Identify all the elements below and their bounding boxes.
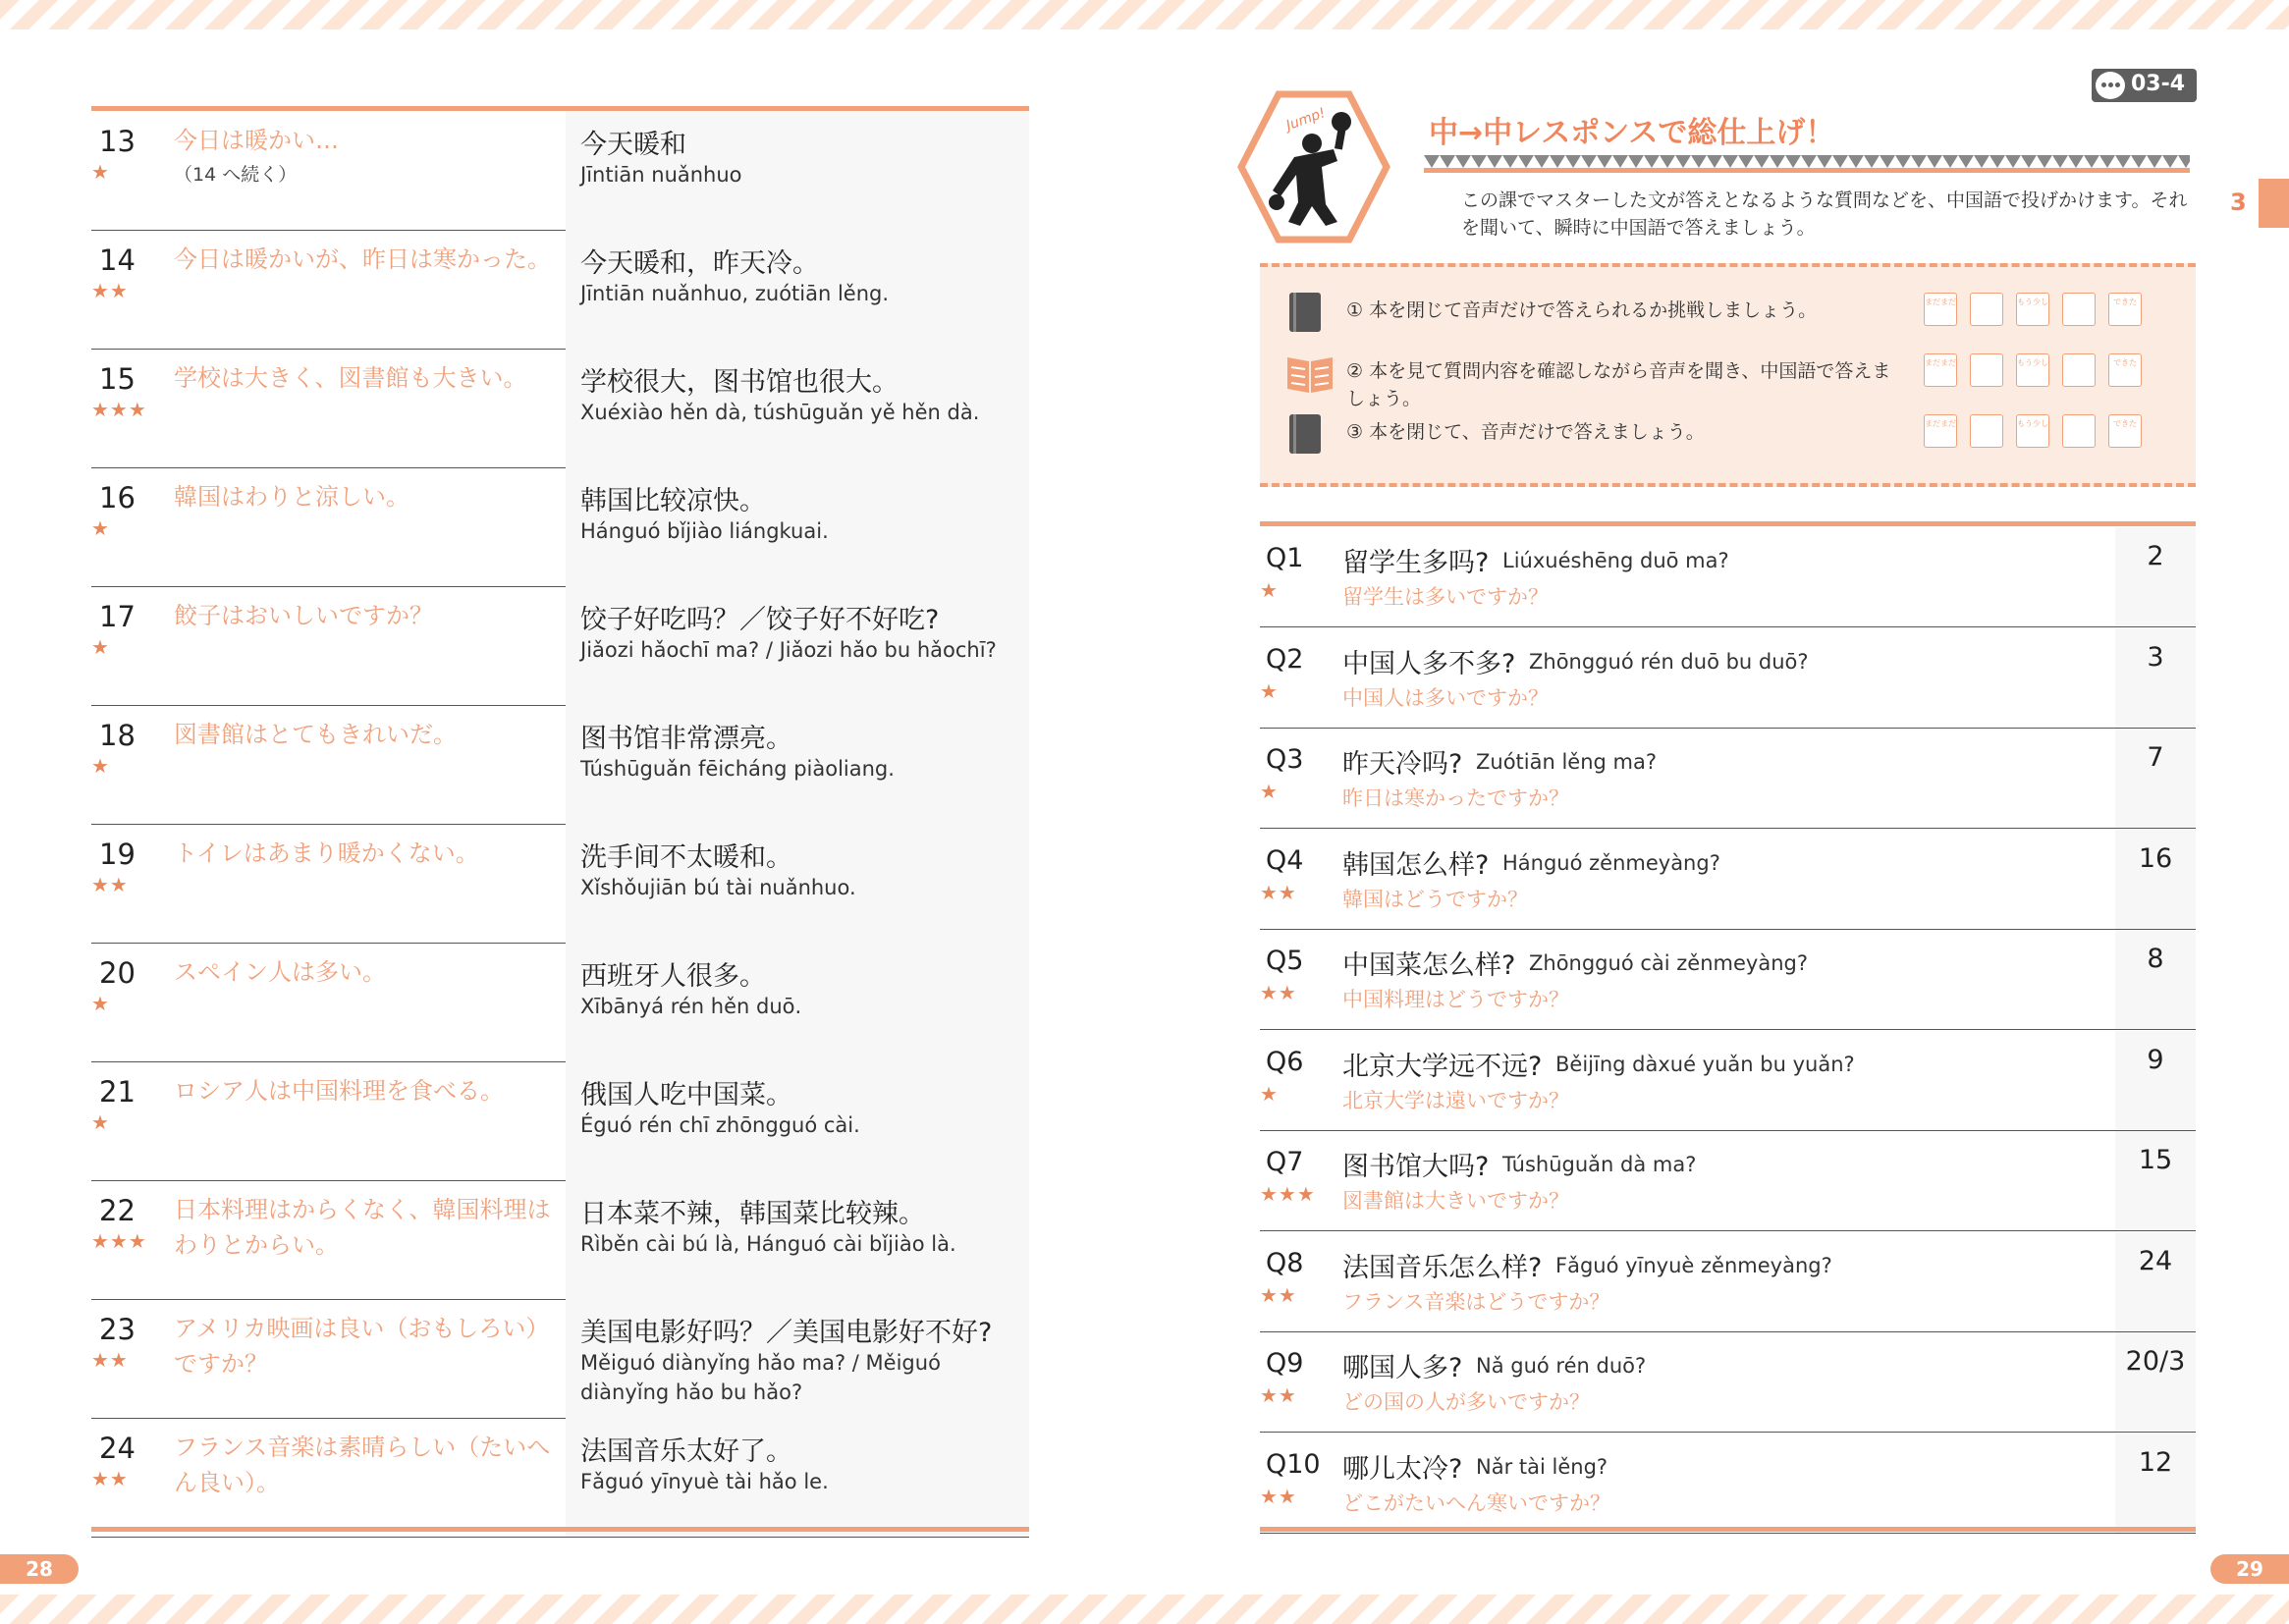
difficulty-stars: ★★ [91,1348,129,1372]
question-japanese: 留学生は多いですか？ [1342,585,1549,609]
question-japanese: 韓国はどうですか？ [1342,887,1528,911]
progress-checkbox[interactable] [2108,293,2142,326]
question-row [1260,527,2196,627]
difficulty-stars: ★ [91,1110,110,1134]
answer-reference: 20/3 [2125,1346,2186,1377]
left-bottom-rule [91,1527,1029,1532]
question-japanese: 中国料理はどうですか？ [1342,988,1569,1011]
phrase-number: 16 [99,481,136,514]
page-number-left: 28 [0,1554,79,1584]
progress-checkbox[interactable] [2108,414,2142,448]
difficulty-stars: ★★ [1260,1282,1297,1307]
chinese-phrase: 今天暖和 [580,130,686,160]
question-id: Q8 [1266,1247,1304,1278]
speech-bubble-icon [2096,72,2125,99]
answer-reference: 12 [2138,1446,2173,1478]
intro-text: この課でマスターした文が答えとなるような質問などを、中国語で投げかけます。それを聞いて、瞬時に中国語で答えましょう。 [1461,189,2188,239]
phrase-number: 22 [99,1194,136,1227]
progress-checkbox[interactable] [1970,293,2003,326]
progress-checkbox[interactable] [1970,414,2003,448]
answer-reference: 16 [2138,842,2173,874]
page-number-right: 29 [2210,1554,2289,1584]
pinyin: Jīntiān nuǎnhuo, zuótiān lěng. [580,282,890,305]
phrase-row [91,349,1029,468]
pinyin: Xǐshǒujiān bú tài nuǎnhuo. [580,876,856,899]
difficulty-stars: ★★ [1260,981,1297,1004]
checkbox-label: まだまだ [1925,419,1956,428]
question-row [1260,1131,2196,1231]
pinyin: Měiguó diànyǐng hǎo ma? / Měiguó diànyǐng hǎo bu hǎo? [580,1351,941,1404]
phrase-row [91,705,1029,825]
question-chinese: 昨天冷吗? [1342,749,1463,780]
question-row [1260,830,2196,930]
phrase-row [91,586,1029,706]
phrase-number: 13 [99,125,136,158]
difficulty-stars: ★ [1260,1081,1279,1106]
question-row [1260,930,2196,1030]
difficulty-stars: ★ [1260,678,1279,703]
question-row [1260,1232,2196,1332]
japanese-phrase: トイレはあまり暖かくない。 [174,839,479,867]
pinyin: Xībānyá rén hěn duō. [580,995,802,1018]
phrase-number: 23 [99,1313,136,1346]
question-pinyin: Zhōngguó rén duō bu duō? [1529,649,1809,674]
dash-bottom [1260,483,2196,487]
audio-track-badge[interactable] [2092,69,2197,102]
japanese-phrase: 今日は暖かい… [174,127,339,154]
phrase-number: 14 [99,244,136,277]
question-chinese: 图书馆大吗? [1342,1152,1490,1182]
phrase-number: 18 [99,719,136,752]
chinese-phrase: 美国电影好吗？／美国电影好不好? [580,1318,993,1348]
question-row [1260,1434,2196,1534]
phrase-row [91,1418,1029,1538]
practice-step [1260,412,2196,461]
checkbox-label: もう少し [2017,419,2048,428]
question-id: Q7 [1266,1147,1304,1177]
japanese-phrase: 餃子はおいしいですか？ [174,602,433,629]
progress-checkbox[interactable] [2062,353,2096,387]
question-pinyin: Nǎ guó rén duō? [1476,1354,1647,1378]
chinese-phrase: 西班牙人很多。 [580,961,766,992]
japanese-note: （14 へ続く） [174,164,298,186]
question-japanese: 昨日は寒かったですか？ [1342,786,1569,810]
phrase-row [91,824,1029,944]
phrase-number: 24 [99,1432,136,1465]
progress-checkbox[interactable] [1970,353,2003,387]
question-row [1260,1332,2196,1433]
pinyin: Jiǎozi hǎochī ma? / Jiǎozi hǎo bu hǎochī? [580,638,997,662]
step-text: ① 本を閉じて音声だけで答えられるか挑戦しましょう。 [1346,299,1818,321]
checkbox-label: できた [2113,298,2137,306]
right-top-rule [1260,521,2196,526]
question-chinese: 哪儿太冷? [1342,1453,1463,1485]
question-id: Q2 [1266,643,1304,675]
closed-book-icon [1285,291,1325,338]
question-pinyin: Zuótiān lěng ma? [1476,750,1658,774]
checkbox-label: まだまだ [1925,358,1956,367]
difficulty-stars: ★★ [91,279,129,302]
difficulty-stars: ★ [91,992,110,1015]
checkbox-label: もう少し [2017,358,2048,367]
difficulty-stars: ★ [1260,578,1279,602]
difficulty-stars: ★ [91,754,110,778]
difficulty-stars: ★★ [1260,1484,1297,1508]
closed-book-icon [1285,412,1325,460]
top-stripe-border [0,0,2289,29]
japanese-phrase: 図書館はとてもきれいだ。 [174,721,457,748]
progress-checkbox[interactable] [1924,414,1957,448]
phrase-row [91,1299,1029,1419]
answer-reference: 3 [2147,641,2164,673]
difficulty-stars: ★ [91,160,110,184]
japanese-phrase: 今日は暖かいが、昨日は寒かった。 [174,245,551,273]
pinyin: Éguó rén chī zhōngguó cài. [580,1113,860,1137]
question-row [1260,628,2196,729]
difficulty-stars: ★ [1260,780,1279,803]
japanese-phrase: 日本料理はからくなく、韓国料理はわりとからい。 [174,1196,551,1259]
chapter-number: 3 [2230,189,2247,216]
difficulty-stars: ★★ [91,1467,129,1490]
progress-checkbox[interactable] [2062,293,2096,326]
question-pinyin: Hánguó zěnmeyàng? [1502,850,1720,875]
step-text: ③ 本を閉じて、音声だけで答えましょう。 [1346,421,1705,443]
progress-checkbox[interactable] [2108,353,2142,387]
jump-label: Jump! [1283,105,1328,135]
question-row [1260,729,2196,829]
question-pinyin: Běijīng dàxué yuǎn bu yuǎn? [1555,1052,1855,1076]
question-pinyin: Fǎguó yīnyuè zěnmeyàng? [1555,1253,1832,1277]
japanese-phrase: 学校は大きく、図書館も大きい。 [174,364,527,392]
answer-reference: 24 [2138,1245,2173,1276]
answer-reference: 2 [2147,541,2164,571]
question-chinese: 法国音乐怎么样? [1342,1252,1543,1283]
difficulty-stars: ★★★ [91,1229,147,1253]
bottom-stripe-border [0,1595,2289,1624]
japanese-phrase: ロシア人は中国料理を食べる。 [174,1077,504,1105]
phrase-number: 19 [99,838,136,871]
question-id: Q1 [1266,543,1304,573]
question-row [1260,1031,2196,1131]
section-title: 中→中レスポンスで総仕上げ！ [1429,116,1835,150]
open-book-icon [1285,352,1335,399]
progress-checkbox[interactable] [2016,293,2049,326]
pinyin: Fǎguó yīnyuè tài hǎo le. [580,1470,829,1493]
phrase-row [91,467,1029,587]
answer-reference: 15 [2138,1145,2173,1175]
dash-top [1260,263,2196,267]
phrase-row [91,111,1029,231]
practice-steps-box [1260,263,2196,487]
pinyin: Rìběn cài bú là, Hánguó cài bǐjiào là. [580,1232,956,1256]
chinese-phrase: 日本菜不辣，韩国菜比较辣。 [580,1199,925,1229]
difficulty-stars: ★★ [1260,1383,1297,1407]
question-id: Q5 [1266,946,1304,976]
zigzag-divider [1424,155,2190,173]
difficulty-stars: ★★★ [1260,1182,1316,1206]
question-id: Q4 [1266,844,1304,876]
chapter-tab [2259,179,2289,228]
checkbox-label: できた [2113,358,2137,367]
phrase-number: 21 [99,1075,136,1109]
question-pinyin: Túshūguǎn dà ma? [1502,1153,1697,1176]
chinese-phrase: 今天暖和，昨天冷。 [580,248,819,279]
checkbox-label: もう少し [2017,298,2048,306]
answer-reference: 9 [2147,1044,2164,1075]
chinese-phrase: 俄国人吃中国菜。 [580,1080,792,1110]
question-chinese: 中国人多不多? [1342,648,1516,679]
right-bottom-rule [1260,1527,2196,1532]
phrase-row [91,230,1029,350]
practice-step [1260,352,2196,409]
question-japanese: フランス音楽はどうですか？ [1342,1289,1610,1314]
question-chinese: 中国菜怎么样? [1342,950,1516,981]
track-code: 03-4 [2131,72,2186,96]
difficulty-stars: ★★★ [91,398,147,421]
pinyin: Jīntiān nuǎnhuo [580,163,742,187]
phrase-number: 15 [99,362,136,396]
difficulty-stars: ★★ [91,873,129,896]
japanese-phrase: 韓国はわりと涼しい。 [174,483,409,511]
japanese-phrase: アメリカ映画は良い（おもしろい）ですか？ [174,1315,550,1378]
question-id: Q9 [1266,1348,1304,1379]
jump-hexagon-icon [1235,88,1392,245]
checkbox-label: できた [2113,419,2137,428]
practice-step [1260,291,2196,340]
question-pinyin: Liúxuéshēng duō ma? [1502,549,1729,572]
japanese-phrase: フランス音楽は素晴らしい（たいへん良い）。 [174,1434,551,1496]
question-pinyin: Zhōngguó cài zěnmeyàng? [1529,951,1808,975]
phrase-row [91,1180,1029,1300]
question-chinese: 北京大学远不远? [1342,1051,1543,1082]
phrase-row [91,943,1029,1062]
checkbox-label: まだまだ [1925,298,1956,306]
progress-checkbox[interactable] [2062,414,2096,448]
progress-checkbox[interactable] [1924,293,1957,326]
answer-reference: 7 [2147,742,2164,773]
chinese-phrase: 法国音乐太好了。 [580,1436,792,1467]
question-japanese: 北京大学は遠いですか？ [1342,1088,1569,1112]
chinese-phrase: 学校很大，图书馆也很大。 [580,367,899,398]
question-id: Q6 [1266,1046,1304,1077]
question-chinese: 留学生多吗? [1342,548,1490,578]
difficulty-stars: ★★ [1260,880,1297,904]
question-japanese: 中国人は多いですか？ [1342,685,1549,710]
pinyin: Hánguó bǐjiào liángkuai. [580,519,829,543]
progress-checkbox[interactable] [2016,414,2049,448]
phrase-row [91,1061,1029,1181]
difficulty-stars: ★ [91,516,110,540]
question-chinese: 韩国怎么样? [1342,849,1490,881]
japanese-phrase: スペイン人は多い。 [174,958,386,986]
chinese-phrase: 韩国比较凉快。 [580,486,766,516]
phrase-number: 20 [99,956,136,990]
question-japanese: 図書館は大きいですか？ [1342,1189,1569,1213]
progress-checkbox[interactable] [1924,353,1957,387]
chinese-phrase: 图书馆非常漂亮。 [580,724,792,754]
question-id: Q10 [1266,1448,1321,1480]
pinyin: Xuéxiào hěn dà, túshūguǎn yě hěn dà. [580,401,980,424]
question-chinese: 哪国人多? [1342,1353,1463,1383]
chinese-phrase: 洗手间不太暖和。 [580,842,792,873]
chinese-phrase: 饺子好吃吗？／饺子好不好吃? [580,605,940,635]
pinyin: Túshūguǎn fēicháng piàoliang. [580,757,895,781]
question-japanese: どこがたいへん寒いですか？ [1342,1490,1610,1515]
question-japanese: どの国の人が多いですか？ [1342,1390,1590,1414]
question-id: Q3 [1266,744,1304,775]
phrase-number: 17 [99,600,136,633]
question-pinyin: Nǎr tài lěng? [1476,1454,1608,1479]
answer-reference: 8 [2147,944,2164,974]
difficulty-stars: ★ [91,635,110,659]
progress-checkbox[interactable] [2016,353,2049,387]
step-text: ② 本を見て質問内容を確認しながら音声を聞き、中国語で答えましょう。 [1346,360,1891,409]
